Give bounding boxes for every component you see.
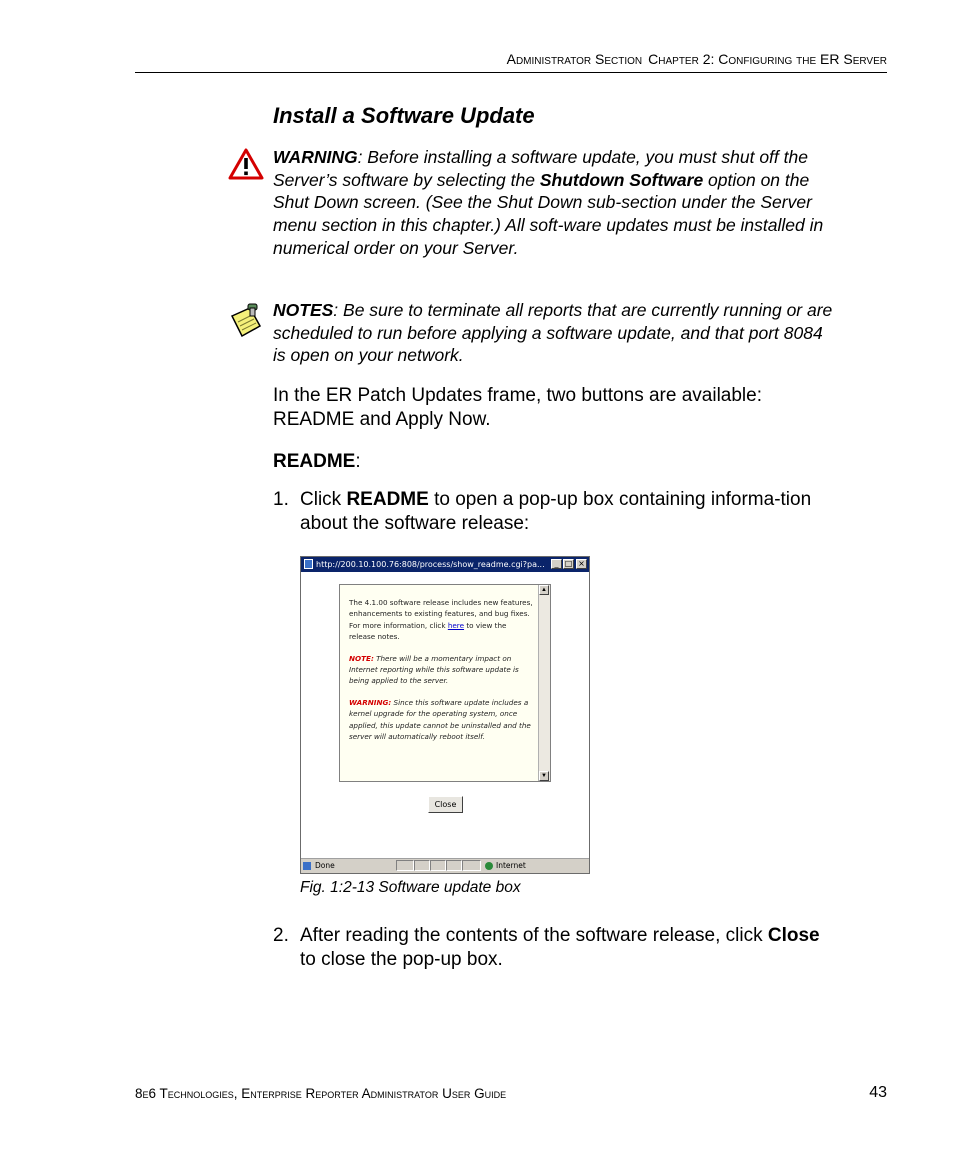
step-2 [273, 924, 833, 972]
readme-content [349, 597, 534, 752]
step-1 [273, 488, 833, 536]
warning-bold: Shutdown Software [539, 169, 704, 190]
page-number: 43 [869, 1084, 887, 1101]
popup-url: http://200.10.100.76:808/process/show_readme.cgi?pa... [316, 560, 545, 569]
footer-title: 8e6 Technologies, Enterprise Reporter Administrator User Guide [135, 1086, 507, 1101]
readme-para1-post: to view the release notes. [349, 620, 507, 642]
status-segment [462, 860, 481, 871]
status-segment [446, 860, 462, 871]
readme-heading-colon: : [355, 451, 361, 472]
step-1-pre: Click [300, 489, 347, 510]
step-2-number: 2. [273, 925, 289, 946]
readme-heading [273, 450, 833, 474]
header-section: Administrator Section [506, 51, 643, 67]
browser-page-icon [304, 559, 313, 569]
readme-content-frame [339, 584, 551, 782]
warning-text-2: option on the Shut Down screen. (See the Shut Down sub-section under the Server menu section in this chapter.) All soft-ware updates must be installed in numerical order on your Server. [273, 169, 824, 258]
notepad-icon [228, 302, 264, 338]
step-2-text [300, 924, 833, 972]
status-segment [430, 860, 446, 871]
popup-titlebar[interactable] [301, 557, 589, 572]
step-2-bold: Close [767, 925, 820, 946]
header-chapter: Chapter 2: Configuring the ER Server [648, 51, 887, 67]
warning-label: WARNING [273, 147, 358, 167]
page-footer [135, 1086, 887, 1101]
minimize-button[interactable]: _ [551, 559, 562, 569]
intro-paragraph: In the ER Patch Updates frame, two buttons are available: README and Apply Now. [273, 385, 762, 430]
step-1-post: to open a pop-up box containing informa-tion about the software release: [300, 489, 812, 534]
readme-popup-window [300, 556, 590, 874]
warning-text-1: : Before installing a software update, you must shut off the Server’s software by selecting the [273, 147, 808, 190]
status-bar [301, 858, 589, 873]
status-segment [414, 860, 430, 871]
scroll-up-arrow-icon[interactable]: ▲ [539, 585, 549, 595]
close-window-button[interactable]: × [576, 559, 587, 569]
step-1-bold: README [346, 489, 429, 510]
readme-paragraph-note [349, 653, 534, 687]
readme-note-label: NOTE: [349, 653, 374, 663]
step-1-text [300, 488, 833, 536]
warning-icon [228, 148, 264, 180]
release-notes-link[interactable]: here [447, 620, 465, 630]
notes-text: : Be sure to terminate all reports that are currently running or are scheduled to run before applying a software update, and that port 8084 is open on your network. [273, 300, 833, 366]
readme-paragraph-warning [349, 697, 534, 743]
readme-paragraph-intro [349, 597, 534, 643]
zone-text: Internet [496, 861, 526, 870]
scroll-down-arrow-icon[interactable]: ▼ [539, 771, 549, 781]
readme-para1-pre: The 4.1.00 software release includes new features, enhancements to existing features, and bug fixes. For more information, click [349, 598, 533, 630]
internet-zone-icon [485, 862, 493, 870]
readme-heading-label: README [273, 451, 356, 472]
status-segment [396, 860, 414, 871]
section-title: Install a Software Update [273, 103, 535, 128]
step-2-post: to close the pop-up box. [300, 949, 503, 970]
readme-warning-text: Since this software update includes a kernel upgrade for the operating system, once applied, this update cannot be uninstalled and the server will automatically reboot itself. [349, 697, 531, 742]
maximize-button[interactable]: □ [564, 559, 573, 568]
page-header [135, 50, 887, 73]
notes-label: NOTES [273, 300, 334, 320]
figure-caption: Fig. 1:2-13 Software update box [300, 879, 521, 896]
step-1-number: 1. [273, 489, 289, 510]
step-2-pre: After reading the contents of the software release, click [300, 925, 768, 946]
vertical-scrollbar[interactable] [538, 585, 550, 781]
warning-note [273, 146, 833, 260]
status-text: Done [315, 861, 335, 870]
page-done-icon [303, 862, 311, 870]
notes-note [273, 299, 833, 367]
readme-note-text: There will be a momentary impact on Internet reporting while this software update is being applied to the server. [349, 653, 519, 686]
close-button[interactable]: Close [428, 796, 463, 813]
readme-warning-label: WARNING: [349, 697, 392, 707]
